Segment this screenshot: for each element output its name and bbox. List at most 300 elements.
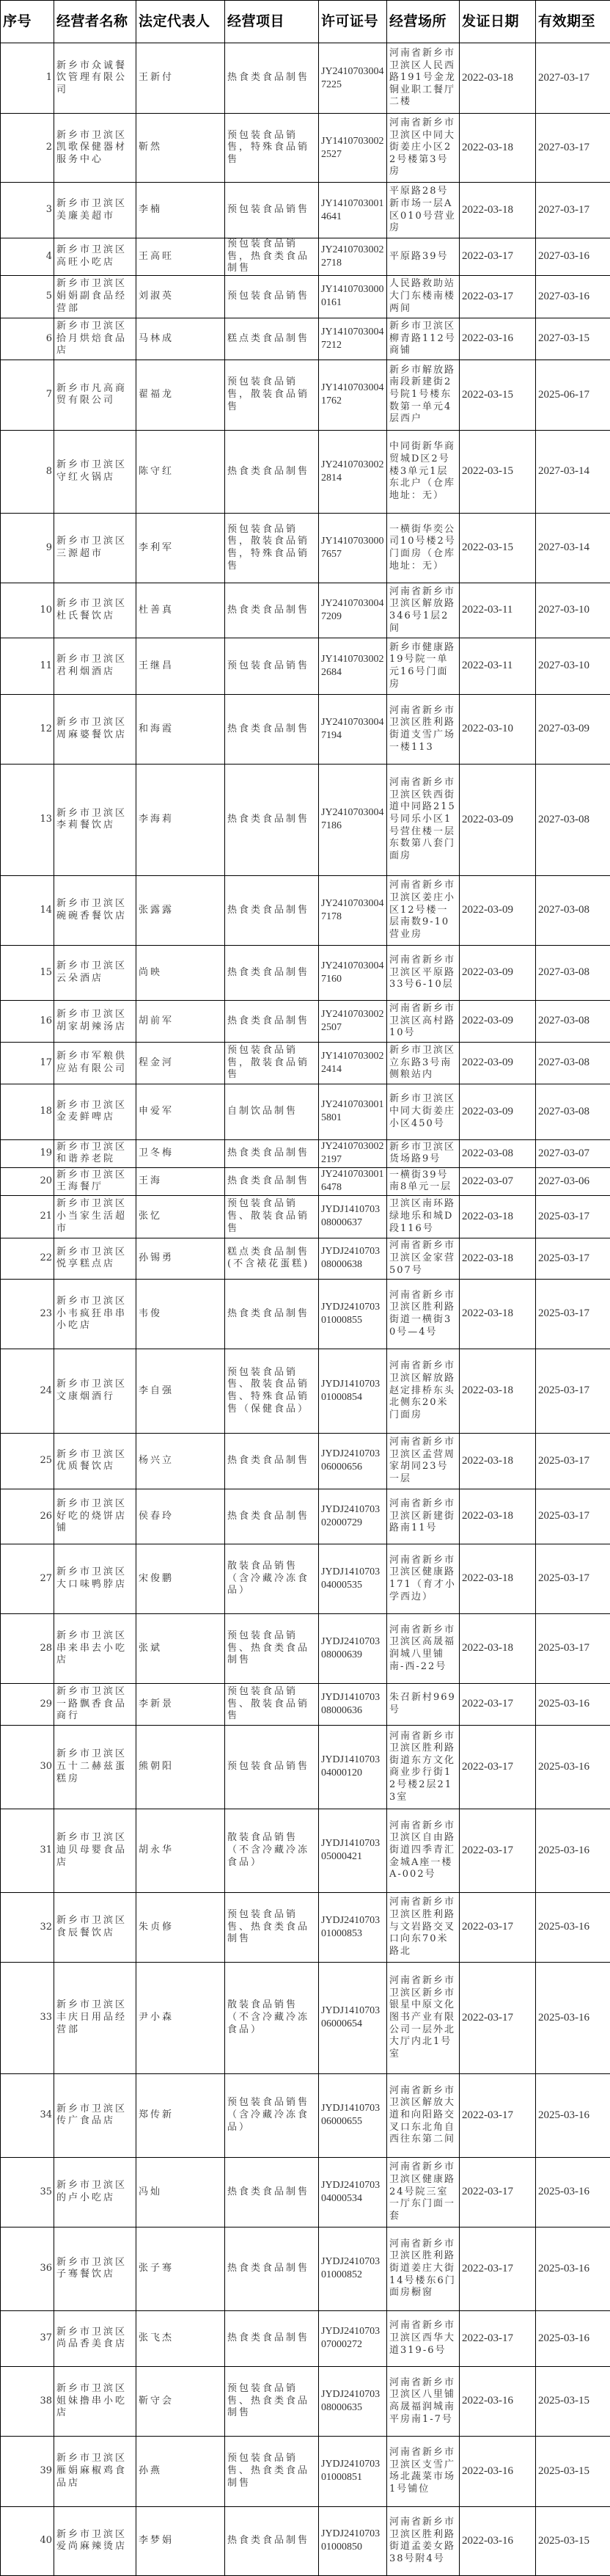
expiry-date-cell: 2027-03-16 xyxy=(536,275,610,318)
seq-cell: 3 xyxy=(1,183,54,238)
expiry-date-cell: 2025-03-15 xyxy=(536,2366,610,2436)
premises-cell: 河南省新乡市卫滨区健康路24号院三室一厅东门面一套 xyxy=(387,2157,460,2227)
table-row xyxy=(1,764,610,875)
legal-rep-cell: 胡前军 xyxy=(136,1000,225,1042)
issue-date-cell: 2022-03-17 xyxy=(460,2157,536,2227)
expiry-date-cell: 2025-03-16 xyxy=(536,2157,610,2227)
seq-cell: 33 xyxy=(1,1962,54,2073)
issue-date-cell: 2022-03-18 xyxy=(460,1195,536,1238)
legal-rep-cell: 靳守会 xyxy=(136,2366,225,2436)
table-row xyxy=(1,1238,610,1279)
legal-rep-cell: 程金河 xyxy=(136,1042,225,1084)
table-row xyxy=(1,2073,610,2157)
issue-date-cell: 2022-03-11 xyxy=(460,638,536,694)
legal-rep-cell: 王继昌 xyxy=(136,638,225,694)
license-no-cell: JY24107030047209 xyxy=(319,583,387,638)
legal-rep-cell: 熊朝阳 xyxy=(136,1725,225,1809)
business-scope-cell: 热食类食品制售 xyxy=(225,583,319,638)
premises-cell: 中同街新华商贸城D区2号楼3单元1层东北户（仓库地址：无） xyxy=(387,430,460,513)
seq-cell: 29 xyxy=(1,1683,54,1725)
premises-cell: 河南省新乡市卫滨区新乡市银星中原文化图书产业有限公司一层外北大厅内北1号室 xyxy=(387,1962,460,2073)
license-no-cell: JYDJ241070302000729 xyxy=(319,1489,387,1544)
issue-date-cell: 2022-03-18 xyxy=(460,43,536,114)
business-scope-cell: 散装食品销售（不含冷藏冷冻食品） xyxy=(225,1962,319,2073)
table-row xyxy=(1,238,610,276)
business-scope-cell: 热食类食品制售 xyxy=(225,430,319,513)
expiry-date-cell: 2027-03-08 xyxy=(536,1084,610,1139)
expiry-date-cell: 2025-03-16 xyxy=(536,1683,610,1725)
operator-name-cell: 新乡市卫滨区碗碗香餐饮店 xyxy=(54,875,136,945)
premises-cell: 河南省新乡市卫滨区解放大道和向阳路交叉口东北角自西往东第二间 xyxy=(387,2073,460,2157)
table-body xyxy=(1,43,610,2576)
issue-date-cell: 2022-03-17 xyxy=(460,238,536,276)
legal-rep-cell: 孙燕 xyxy=(136,2436,225,2506)
license-no-cell: JY14107030000161 xyxy=(319,275,387,318)
operator-name-cell: 新乡市军粮供应站有限公司 xyxy=(54,1042,136,1084)
license-no-cell: JY24107030022507 xyxy=(319,1000,387,1042)
business-scope-cell: 预包装食品销售，散装食品销售 xyxy=(225,360,319,430)
operator-name-cell: 新乡市卫滨区的卢小吃店 xyxy=(54,2157,136,2227)
expiry-date-cell: 2027-03-17 xyxy=(536,183,610,238)
issue-date-cell: 2022-03-18 xyxy=(460,1238,536,1279)
table-row xyxy=(1,1084,610,1139)
business-scope-cell: 自制饮品制售 xyxy=(225,1084,319,1139)
seq-cell: 38 xyxy=(1,2366,54,2436)
expiry-date-cell: 2027-03-08 xyxy=(536,875,610,945)
premises-cell: 河南省新乡市卫滨区胜利路街道姜庄大街14号楼东6门面房橱窗 xyxy=(387,2227,460,2310)
issue-date-cell: 2022-03-16 xyxy=(460,2366,536,2436)
legal-rep-cell: 李海莉 xyxy=(136,764,225,875)
issue-date-cell: 2022-03-18 xyxy=(460,1433,536,1489)
issue-date-cell: 2022-03-17 xyxy=(460,2310,536,2366)
legal-rep-cell: 李新景 xyxy=(136,1683,225,1725)
operator-name-cell: 新乡市卫滨区优质餐饮店 xyxy=(54,1433,136,1489)
expiry-date-cell: 2025-03-17 xyxy=(536,1195,610,1238)
issue-date-cell: 2022-03-17 xyxy=(460,1892,536,1962)
premises-cell: 河南省新乡市卫滨区中同大街姜庄小区22号楼第3号房 xyxy=(387,114,460,183)
issue-date-cell: 2022-03-18 xyxy=(460,1544,536,1613)
seq-cell: 7 xyxy=(1,360,54,430)
expiry-date-cell: 2025-06-17 xyxy=(536,360,610,430)
table-row xyxy=(1,1962,610,2073)
operator-name-cell: 新乡市卫滨区君利烟酒店 xyxy=(54,638,136,694)
license-no-cell: JY24107030047186 xyxy=(319,764,387,875)
business-scope-cell: 预包装食品销售，热食类食品制售 xyxy=(225,238,319,276)
premises-cell: 河南省新乡市卫滨区自由路街道四季青汇金城A座一楼A-002号 xyxy=(387,1809,460,1892)
premises-cell: 朱召新村969号 xyxy=(387,1683,460,1725)
operator-name-cell: 新乡市卫滨区传广食品店 xyxy=(54,2073,136,2157)
table-row xyxy=(1,275,610,318)
seq-cell: 40 xyxy=(1,2506,54,2575)
table-row xyxy=(1,2157,610,2227)
legal-rep-cell: 杨兴立 xyxy=(136,1433,225,1489)
legal-rep-cell: 杜善真 xyxy=(136,583,225,638)
business-scope-cell: 糕点类食品制售 xyxy=(225,318,319,360)
operator-name-cell: 新乡市卫滨区三源超市 xyxy=(54,513,136,583)
legal-rep-cell: 卫冬梅 xyxy=(136,1139,225,1167)
business-scope-cell: 预包装食品销售、散装食品销售 xyxy=(225,1683,319,1725)
license-no-cell: JY24107030047225 xyxy=(319,43,387,114)
issue-date-cell: 2022-03-09 xyxy=(460,1084,536,1139)
premises-cell: 卫滨区南环路绿地乐和城D段116号 xyxy=(387,1195,460,1238)
issue-date-cell: 2022-03-09 xyxy=(460,1042,536,1084)
legal-rep-cell: 靳然 xyxy=(136,114,225,183)
issue-date-cell: 2022-03-09 xyxy=(460,875,536,945)
expiry-date-cell: 2027-03-17 xyxy=(536,114,610,183)
seq-cell: 32 xyxy=(1,1892,54,1962)
table-row xyxy=(1,1279,610,1349)
business-scope-cell: 热食类食品制售 xyxy=(225,875,319,945)
issue-date-cell: 2022-03-18 xyxy=(460,114,536,183)
seq-cell: 15 xyxy=(1,945,54,1000)
legal-rep-cell: 王海 xyxy=(136,1167,225,1195)
seq-cell: 27 xyxy=(1,1544,54,1613)
license-no-cell: JYDJ241070301000855 xyxy=(319,1279,387,1349)
seq-cell: 37 xyxy=(1,2310,54,2366)
legal-rep-cell: 李梦娟 xyxy=(136,2506,225,2575)
premises-cell: 一横街39号南8单元一层 xyxy=(387,1167,460,1195)
table-row xyxy=(1,43,610,114)
seq-cell: 21 xyxy=(1,1195,54,1238)
license-no-cell: JYDJ141070306000654 xyxy=(319,1962,387,2073)
issue-date-cell: 2022-03-08 xyxy=(460,1139,536,1167)
license-no-cell: JYDJ141070308000636 xyxy=(319,1683,387,1725)
business-scope-cell: 预包装食品销售、散装食品销售、特殊食品销售（保健食品） xyxy=(225,1349,319,1433)
table-row xyxy=(1,2506,610,2575)
table-row xyxy=(1,2227,610,2310)
operator-name-cell: 新乡市卫滨区胡家胡辣汤店 xyxy=(54,1000,136,1042)
issue-date-cell: 2022-03-11 xyxy=(460,583,536,638)
business-scope-cell: 糕点类食品制售(不含裱花蛋糕) xyxy=(225,1238,319,1279)
issue-date-cell: 2022-03-07 xyxy=(460,1167,536,1195)
license-no-cell: JYDJ241070301000850 xyxy=(319,2506,387,2575)
license-no-cell: JYDJ141070301000854 xyxy=(319,1349,387,1433)
table-row xyxy=(1,183,610,238)
header-issue-date: 发证日期 xyxy=(460,1,536,43)
operator-name-cell: 新乡市卫滨区云朵酒店 xyxy=(54,945,136,1000)
legal-rep-cell: 王新付 xyxy=(136,43,225,114)
expiry-date-cell: 2025-03-15 xyxy=(536,2506,610,2575)
business-scope-cell: 热食类食品制售 xyxy=(225,1000,319,1042)
header-seq: 序号 xyxy=(1,1,54,43)
business-scope-cell: 热食类食品制售 xyxy=(225,1433,319,1489)
expiry-date-cell: 2025-03-16 xyxy=(536,1809,610,1892)
expiry-date-cell: 2027-03-16 xyxy=(536,238,610,276)
table-row xyxy=(1,2436,610,2506)
business-scope-cell: 预包装食品销售，特殊食品销售 xyxy=(225,114,319,183)
seq-cell: 1 xyxy=(1,43,54,114)
legal-rep-cell: 张忆 xyxy=(136,1195,225,1238)
premises-cell: 河南省新乡市卫滨区八里铺高晟福润城南平房南1-7号 xyxy=(387,2366,460,2436)
expiry-date-cell: 2027-03-15 xyxy=(536,318,610,360)
premises-cell: 新乡市卫滨区中同大街姜庄小区450号 xyxy=(387,1084,460,1139)
legal-rep-cell: 尹小森 xyxy=(136,1962,225,2073)
business-scope-cell: 预包装食品销售、热食类食品制售 xyxy=(225,2436,319,2506)
business-scope-cell: 预包装食品销售，散装食品销售 xyxy=(225,1042,319,1084)
operator-name-cell: 新乡市卫滨区串来串去小吃店 xyxy=(54,1613,136,1683)
license-no-cell: JYDJ141070305000421 xyxy=(319,1809,387,1892)
business-scope-cell: 热食类食品制售 xyxy=(225,694,319,764)
table-header xyxy=(1,1,610,43)
table-row xyxy=(1,2366,610,2436)
expiry-date-cell: 2025-03-17 xyxy=(536,1349,610,1433)
premises-cell: 平原路39号 xyxy=(387,238,460,276)
operator-name-cell: 新乡市卫滨区和谐养老院 xyxy=(54,1139,136,1167)
premises-cell: 河南省新乡市卫滨区新建街路南11号 xyxy=(387,1489,460,1544)
operator-name-cell: 新乡市卫滨区守红火锅店 xyxy=(54,430,136,513)
table-row xyxy=(1,638,610,694)
table-row xyxy=(1,513,610,583)
expiry-date-cell: 2027-03-08 xyxy=(536,945,610,1000)
business-scope-cell: 预包装食品销售 xyxy=(225,638,319,694)
business-scope-cell: 热食类食品制售 xyxy=(225,2506,319,2575)
table-row xyxy=(1,318,610,360)
expiry-date-cell: 2025-03-16 xyxy=(536,1962,610,2073)
seq-cell: 30 xyxy=(1,1725,54,1809)
license-no-cell: JYDJ141070306000655 xyxy=(319,2073,387,2157)
legal-rep-cell: 李楠 xyxy=(136,183,225,238)
issue-date-cell: 2022-03-17 xyxy=(460,2073,536,2157)
operator-name-cell: 新乡市卫滨区美廉美超市 xyxy=(54,183,136,238)
operator-name-cell: 新乡市卫滨区杜氏餐饮店 xyxy=(54,583,136,638)
business-scope-cell: 预包装食品销售 xyxy=(225,1725,319,1809)
table-row xyxy=(1,1892,610,1962)
legal-rep-cell: 申爱军 xyxy=(136,1084,225,1139)
operator-name-cell: 新乡市卫滨区娟娟副食品经营部 xyxy=(54,275,136,318)
issue-date-cell: 2022-03-18 xyxy=(460,1279,536,1349)
premises-cell: 新乡市解放路南段新建街2号院1号楼东数第一单元4层西户 xyxy=(387,360,460,430)
premises-cell: 一横街华奕公司10号楼2号门面房（仓库地址：无） xyxy=(387,513,460,583)
premises-cell: 河南省新乡市卫滨区解放路赵定排桥东头北侧东20米门面房 xyxy=(387,1349,460,1433)
expiry-date-cell: 2027-03-06 xyxy=(536,1167,610,1195)
legal-rep-cell: 张飞杰 xyxy=(136,2310,225,2366)
legal-rep-cell: 尚映 xyxy=(136,945,225,1000)
seq-cell: 16 xyxy=(1,1000,54,1042)
operator-name-cell: 新乡市卫滨区好吃的烧饼店铺 xyxy=(54,1489,136,1544)
issue-date-cell: 2022-03-16 xyxy=(460,2506,536,2575)
expiry-date-cell: 2025-03-16 xyxy=(536,2227,610,2310)
table-row xyxy=(1,1613,610,1683)
legal-rep-cell: 马林成 xyxy=(136,318,225,360)
business-scope-cell: 散装食品销售（不含冷藏冷冻食品） xyxy=(225,1809,319,1892)
expiry-date-cell: 2025-03-17 xyxy=(536,1238,610,1279)
seq-cell: 20 xyxy=(1,1167,54,1195)
business-scope-cell: 热食类食品制售 xyxy=(225,1489,319,1544)
premises-cell: 河南省新乡市卫滨区支雪广场北蔬菜市场1号铺位 xyxy=(387,2436,460,2506)
expiry-date-cell: 2027-03-09 xyxy=(536,694,610,764)
legal-rep-cell: 孙锡勇 xyxy=(136,1238,225,1279)
expiry-date-cell: 2025-03-17 xyxy=(536,1279,610,1349)
legal-rep-cell: 侯春玲 xyxy=(136,1489,225,1544)
operator-name-cell: 新乡市卫滨区迪贝母婴食品店 xyxy=(54,1809,136,1892)
issue-date-cell: 2022-03-16 xyxy=(460,2436,536,2506)
operator-name-cell: 新乡市卫滨区姐妹撸串小吃店 xyxy=(54,2366,136,2436)
seq-cell: 39 xyxy=(1,2436,54,2506)
operator-name-cell: 新乡市卫滨区尚品香美食店 xyxy=(54,2310,136,2366)
header-premises: 经营场所 xyxy=(387,1,460,43)
header-license-no: 许可证号 xyxy=(319,1,387,43)
business-scope-cell: 热食类食品制售 xyxy=(225,1167,319,1195)
legal-rep-cell: 张子骞 xyxy=(136,2227,225,2310)
license-no-cell: JY24107030047194 xyxy=(319,694,387,764)
seq-cell: 9 xyxy=(1,513,54,583)
issue-date-cell: 2022-03-16 xyxy=(460,318,536,360)
expiry-date-cell: 2027-03-17 xyxy=(536,43,610,114)
header-business-scope: 经营项目 xyxy=(225,1,319,43)
operator-name-cell: 新乡市卫滨区王海餐厅 xyxy=(54,1167,136,1195)
business-scope-cell: 预包装食品销售、热食类食品制售 xyxy=(225,1892,319,1962)
operator-name-cell: 新乡市卫滨区子骞餐饮店 xyxy=(54,2227,136,2310)
expiry-date-cell: 2025-03-17 xyxy=(536,1544,610,1613)
expiry-date-cell: 2027-03-10 xyxy=(536,638,610,694)
operator-name-cell: 新乡市卫滨区小韦疯狂串串小吃店 xyxy=(54,1279,136,1349)
expiry-date-cell: 2025-03-15 xyxy=(536,2436,610,2506)
premises-cell: 河南省新乡市卫滨区胜利路街道孟姜女路38号附4号 xyxy=(387,2506,460,2575)
legal-rep-cell: 郑传新 xyxy=(136,2073,225,2157)
expiry-date-cell: 2027-03-10 xyxy=(536,583,610,638)
business-scope-cell: 预包装食品销售 xyxy=(225,275,319,318)
business-scope-cell: 热食类食品制售 xyxy=(225,2227,319,2310)
issue-date-cell: 2022-03-09 xyxy=(460,764,536,875)
license-no-cell: JYDJ241070301000851 xyxy=(319,2436,387,2506)
premises-cell: 河南省新乡市卫滨区金家营507号 xyxy=(387,1238,460,1279)
table-row xyxy=(1,1544,610,1613)
seq-cell: 10 xyxy=(1,583,54,638)
business-scope-cell: 热食类食品制售 xyxy=(225,764,319,875)
operator-name-cell: 新乡市卫滨区一路飘香食品商行 xyxy=(54,1683,136,1725)
expiry-date-cell: 2027-03-14 xyxy=(536,430,610,513)
seq-cell: 19 xyxy=(1,1139,54,1167)
license-no-cell: JY24107030015801 xyxy=(319,1084,387,1139)
license-no-cell: JYDJ141070304000535 xyxy=(319,1544,387,1613)
license-no-cell: JY24107030047178 xyxy=(319,875,387,945)
business-scope-cell: 预包装食品销售、热食类食品制售 xyxy=(225,1613,319,1683)
business-scope-cell: 预包装食品销售、散装食品销售 xyxy=(225,1195,319,1238)
table-row xyxy=(1,1195,610,1238)
business-scope-cell: 热食类食品制售 xyxy=(225,1139,319,1167)
expiry-date-cell: 2027-03-08 xyxy=(536,764,610,875)
table-row xyxy=(1,1000,610,1042)
operator-name-cell: 新乡市卫滨区小当家生活超市 xyxy=(54,1195,136,1238)
operator-name-cell: 新乡市卫滨区雁娟麻椒鸡食品店 xyxy=(54,2436,136,2506)
seq-cell: 22 xyxy=(1,1238,54,1279)
business-scope-cell: 热食类食品制售 xyxy=(225,2310,319,2366)
legal-rep-cell: 王高旺 xyxy=(136,238,225,276)
premises-cell: 人民路救助站大门东楼南楼两间 xyxy=(387,275,460,318)
premises-cell: 河南省新乡市卫滨区平原路33号6-10层 xyxy=(387,945,460,1000)
premises-cell: 新乡市卫滨区立东路3号南侧粮站内 xyxy=(387,1042,460,1084)
operator-name-cell: 新乡市卫滨区高旺小吃店 xyxy=(54,238,136,276)
business-scope-cell: 散装食品销售（含冷藏冷冻食品） xyxy=(225,1544,319,1613)
premises-cell: 河南省新乡市卫滨区姜庄小区12号楼一层南数9-10营业房 xyxy=(387,875,460,945)
expiry-date-cell: 2027-03-14 xyxy=(536,513,610,583)
business-scope-cell: 预包装食品销售、热食类食品制售 xyxy=(225,2366,319,2436)
table-row xyxy=(1,114,610,183)
seq-cell: 23 xyxy=(1,1279,54,1349)
license-no-cell: JYDJ241070304000534 xyxy=(319,2157,387,2227)
expiry-date-cell: 2025-03-16 xyxy=(536,2310,610,2366)
seq-cell: 25 xyxy=(1,1433,54,1489)
business-scope-cell: 热食类食品制售 xyxy=(225,1279,319,1349)
license-no-cell: JY14107030007657 xyxy=(319,513,387,583)
operator-name-cell: 新乡市卫滨区五十二赫兹蛋糕房 xyxy=(54,1725,136,1809)
issue-date-cell: 2022-03-09 xyxy=(460,1000,536,1042)
seq-cell: 11 xyxy=(1,638,54,694)
issue-date-cell: 2022-03-17 xyxy=(460,1809,536,1892)
premises-cell: 河南省新乡市卫滨区孟营周家胡同23号一层 xyxy=(387,1433,460,1489)
operator-name-cell: 新乡市卫滨区周麻婆餐饮店 xyxy=(54,694,136,764)
issue-date-cell: 2022-03-15 xyxy=(460,513,536,583)
operator-name-cell: 新乡市卫滨区凯歌保健器材服务中心 xyxy=(54,114,136,183)
header-row xyxy=(1,1,610,43)
legal-rep-cell: 胡永华 xyxy=(136,1809,225,1892)
license-no-cell: JY14107030022684 xyxy=(319,638,387,694)
issue-date-cell: 2022-03-18 xyxy=(460,1349,536,1433)
expiry-date-cell: 2025-03-17 xyxy=(536,1433,610,1489)
legal-rep-cell: 宋俊鹏 xyxy=(136,1544,225,1613)
seq-cell: 24 xyxy=(1,1349,54,1433)
operator-name-cell: 新乡市卫滨区悦享糕点店 xyxy=(54,1238,136,1279)
expiry-date-cell: 2025-03-16 xyxy=(536,1892,610,1962)
table-row xyxy=(1,360,610,430)
table-row xyxy=(1,1349,610,1433)
expiry-date-cell: 2025-03-17 xyxy=(536,1489,610,1544)
license-no-cell: JY24107030022718 xyxy=(319,238,387,276)
premises-cell: 河南省新乡市卫滨区胜利路街道一横街30号—4号 xyxy=(387,1279,460,1349)
table-row xyxy=(1,1167,610,1195)
issue-date-cell: 2022-03-18 xyxy=(460,1613,536,1683)
legal-rep-cell: 陈守红 xyxy=(136,430,225,513)
legal-rep-cell: 张露露 xyxy=(136,875,225,945)
license-no-cell: JY14107030022527 xyxy=(319,114,387,183)
expiry-date-cell: 2025-03-16 xyxy=(536,2073,610,2157)
license-no-cell: JY24107030016478 xyxy=(319,1167,387,1195)
operator-name-cell: 新乡市卫滨区文康烟酒行 xyxy=(54,1349,136,1433)
license-no-cell: JY14107030014641 xyxy=(319,183,387,238)
seq-cell: 17 xyxy=(1,1042,54,1084)
premises-cell: 河南省新乡市卫滨区高晟福润城八里铺南-西-22号 xyxy=(387,1613,460,1683)
table-row xyxy=(1,2310,610,2366)
seq-cell: 31 xyxy=(1,1809,54,1892)
premises-cell: 河南省新乡市卫滨区西华大道319-6号 xyxy=(387,2310,460,2366)
seq-cell: 13 xyxy=(1,764,54,875)
legal-rep-cell: 朱贞修 xyxy=(136,1892,225,1962)
expiry-date-cell: 2027-03-07 xyxy=(536,1139,610,1167)
business-scope-cell: 预包装食品销售（含冷藏冷冻食品） xyxy=(225,2073,319,2157)
seq-cell: 4 xyxy=(1,238,54,276)
table-row xyxy=(1,430,610,513)
license-no-cell: JY14107030047212 xyxy=(319,318,387,360)
seq-cell: 35 xyxy=(1,2157,54,2227)
seq-cell: 18 xyxy=(1,1084,54,1139)
seq-cell: 34 xyxy=(1,2073,54,2157)
header-operator-name: 经营者名称 xyxy=(54,1,136,43)
premises-cell: 河南省新乡市卫滨区胜利路与文岩路交叉口向东70米路北 xyxy=(387,1892,460,1962)
table-row xyxy=(1,1725,610,1809)
operator-name-cell: 新乡市凡高商贸有限公司 xyxy=(54,360,136,430)
premises-cell: 河南省新乡市卫滨区健康路171（育才小学西边） xyxy=(387,1544,460,1613)
business-scope-cell: 预包装食品销售，散装食品销售，特殊食品销售 xyxy=(225,513,319,583)
legal-rep-cell: 韦俊 xyxy=(136,1279,225,1349)
table-row xyxy=(1,694,610,764)
license-no-cell: JYDJ241070301000853 xyxy=(319,1892,387,1962)
issue-date-cell: 2022-03-18 xyxy=(460,1489,536,1544)
seq-cell: 2 xyxy=(1,114,54,183)
seq-cell: 8 xyxy=(1,430,54,513)
operator-name-cell: 新乡市卫滨区丰庆日用品经营部 xyxy=(54,1962,136,2073)
operator-name-cell: 新乡市卫滨区食辰餐饮店 xyxy=(54,1892,136,1962)
expiry-date-cell: 2025-03-17 xyxy=(536,1613,610,1683)
